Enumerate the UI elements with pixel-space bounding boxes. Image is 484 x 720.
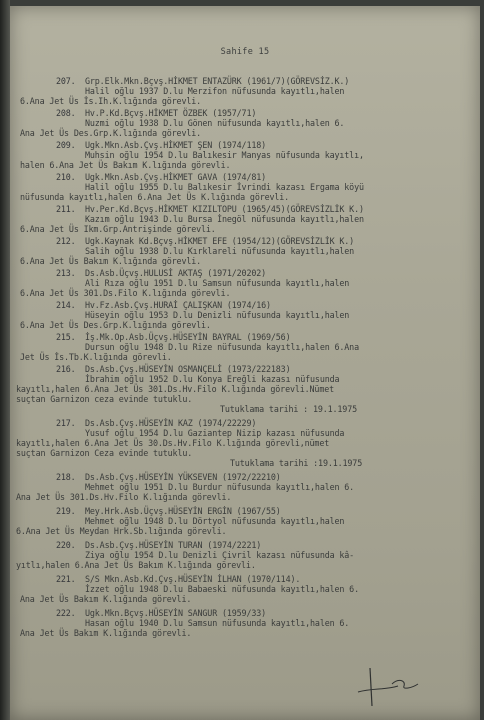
handwritten-signature xyxy=(352,666,422,710)
entry-222-number: 222. xyxy=(56,608,76,618)
entry-209-number: 209. xyxy=(56,140,76,150)
entry-218-line-2: Mehmet oğlu 1951 D.lu Burdur nüfusunda kayıtlı,halen 6. xyxy=(85,482,355,492)
entry-208-number: 208. xyxy=(56,108,76,118)
entry-214-number: 214. xyxy=(56,300,76,310)
entry-213-line-3: 6.Ana Jet Üs 301.Ds.Filo K.lığında görevli. xyxy=(20,288,231,298)
entry-222-line-1: Ugk.Mkn.Bçvş.HÜSEYİN SANGUR (1959/33) xyxy=(85,608,267,618)
entry-207-line-2: Halil oğlu 1937 D.lu Merzifon nüfusunda kayıtlı,halen xyxy=(85,86,345,96)
entry-221-line-1: S/S Mkn.Asb.Kd.Çvş.HÜSEYİN İLHAN (1970/114). xyxy=(85,574,301,584)
entry-212-number: 212. xyxy=(56,236,76,246)
entry-218-number: 218. xyxy=(56,472,76,482)
entry-220-line-3: yıtlı,halen 6.Ana Jet Üs Bakım K.lığında görevli. xyxy=(16,560,256,570)
entry-212-line-2: Salih oğlu 1938 D.lu Kırklareli nüfusunda kayıtlı,halen xyxy=(85,246,355,256)
entry-210-line-3: nüfusunda kayıtlı,halen 6.Ana Jet Üs K.lığında görevli. xyxy=(20,192,290,202)
entry-217-line-3: kayıtlı,halen 6.Ana Jet Üs 30.Ds.Hv.Filo K.lığında görevli,nümet xyxy=(16,438,330,448)
entry-209-line-2: Muhsin oğlu 1954 D.lu Balıkesir Manyas nüfusunda kayıtlı, xyxy=(85,150,364,160)
entry-216-line-2: İbrahim oğlu 1952 D.lu Konya Ereğli kazası nüfusunda xyxy=(85,374,340,384)
scan-left-edge xyxy=(0,0,10,720)
entry-211-line-3: 6.Ana Jet Üs Ikm.Grp.Antrişinde görevli. xyxy=(20,224,216,234)
entry-213-line-1: Ds.Asb.Üçvş.HULUSİ AKTAŞ (1971/20202) xyxy=(85,268,267,278)
entry-208-line-3: Ana Jet Üs Des.Grp.K.lığında görevli. xyxy=(20,128,202,138)
entry-217-line-4: suçtan Garnizon Ceza evinde tutuklu. xyxy=(16,448,193,458)
entry-215-line-3: Jet Üs İs.Tb.K.lığında görevli. xyxy=(20,352,172,362)
document-page xyxy=(10,6,480,720)
entry-208-line-2: Nuzmi oğlu 1938 D.lu Gönen nüfusunda kayıtlı,halen 6. xyxy=(85,118,345,128)
entry-215-line-1: İş.Mk.Op.Asb.Üçvş.HÜSEYİN BAYRAL (1969/56) xyxy=(85,332,291,342)
entry-209-line-3: halen 6.Ana Jet Üs Bakım K.lığında görevli. xyxy=(20,160,231,170)
entry-216-line-4: suçtan Garnizon ceza evinde tutuklu. xyxy=(16,394,193,404)
entry-212-line-3: 6.Ana Jet Üs Bakım K.lığında görevli. xyxy=(20,256,202,266)
entry-221-number: 221. xyxy=(56,574,76,584)
entry-209-line-1: Ugk.Mkn.Asb.Çvş.HİKMET ŞEN (1974/118) xyxy=(85,140,267,150)
entry-207-line-3: 6.Ana Jet Üs İs.Ih.K.lığında görevli. xyxy=(20,96,202,106)
entry-215-number: 215. xyxy=(56,332,76,342)
entry-213-line-2: Ali Rıza oğlu 1951 D.lu Samsun nüfusunda kayıtlı,halen xyxy=(85,278,350,288)
entry-214-line-3: 6.Ana Jet Üs Des.Grp.K.lığında görevli. xyxy=(20,320,211,330)
entry-213-number: 213. xyxy=(56,268,76,278)
entry-221-line-2: İzzet oğlu 1948 D.lu Babaeski nüfusunda kayıtlı,halen 6. xyxy=(85,584,359,594)
entry-219-line-2: Mehmet oğlu 1948 D.lu Dörtyol nüfusunda kayıtlı,halen xyxy=(85,516,345,526)
entry-207-number: 207. xyxy=(56,76,76,86)
entry-210-line-2: Halil oğlu 1955 D.lu Balıkesir İvrindi kazası Ergama köyü xyxy=(85,182,364,192)
entry-222-line-2: Hasan oğlu 1940 D.lu Samsun nüfusunda kayıtlı,halen 6. xyxy=(85,618,350,628)
entry-215-line-2: Dursun oğlu 1948 D.lu Rize nüfusunda kayıtlı,halen 6.Ana xyxy=(85,342,359,352)
entry-217-line-1: Ds.Asb.Çvş.HÜSEYİN KAZ (1974/22229) xyxy=(85,418,257,428)
entry-217-number: 217. xyxy=(56,418,76,428)
entry-216-number: 216. xyxy=(56,364,76,374)
page-header: Sahife 15 xyxy=(220,47,270,57)
entry-218-line-1: Ds.Asb.Çvş.HÜSEYİN YÜKSEVEN (1972/22210) xyxy=(85,472,281,482)
entry-211-line-1: Hv.Per.Kd.Bçvş.HİKMET KIZILTOPU (1965/45)(GÖREVSİZLİK K.) xyxy=(85,204,364,214)
entry-212-line-1: Ugk.Kaynak Kd.Bçvş.HİKMET EFE (1954/12)(GÖREVSİZLİK K.) xyxy=(85,236,355,246)
entry-219-line-3: 6.Ana Jet Üs Meydan Hrk.Sb.lığında görevli. xyxy=(16,526,227,536)
entry-210-line-1: Ugk.Mkn.Asb.Çvş.HİKMET GAVA (1974/81) xyxy=(85,172,267,182)
entry-217-line-2: Yusuf oğlu 1954 D.lu Gaziantep Nizip kazası nüfusunda xyxy=(85,428,345,438)
entry-214-line-2: Hüseyin oğlu 1953 D.lu Denizli nüfusunda kayıtlı,halen xyxy=(85,310,350,320)
entry-221-line-3: Ana Jet Üs Bakım K.lığında görevli. xyxy=(20,594,192,604)
entry-214-line-1: Hv.Fz.Asb.Çvş.HURAİ ÇALIŞKAN (1974/16) xyxy=(85,300,271,310)
entry-216-line-1: Ds.Asb.Çvş.HÜSEYİN OSMANÇELİ (1973/222183) xyxy=(85,364,291,374)
entry-219-number: 219. xyxy=(56,506,76,516)
entry-207-line-1: Grp.Elk.Mkn.Bçvş.HİKMET ENTAZÜRK (1961/7)(GÖREVSİZ.K.) xyxy=(85,76,350,86)
entry-211-number: 211. xyxy=(56,204,76,214)
entry-219-line-1: Mey.Hrk.Asb.Üçvş.HÜSEYİN ERGİN (1967/55) xyxy=(85,506,281,516)
entry-218-line-3: Ana Jet Üs 301.Ds.Hv.Filo K.lığında görevli. xyxy=(16,492,232,502)
entry-216-line-3: kayıtlı,halen 6.Ana Jet Üs 301.Ds.Hv.Filo K.lığında görevli.Nümet xyxy=(16,384,334,394)
entry-220-line-2: Ziya oğlu 1954 D.lu Denizli Çivril kazası nüfusunda kâ- xyxy=(85,550,355,560)
entry-220-number: 220. xyxy=(56,540,76,550)
entry-216-arrest-date: Tutuklama tarihi : 19.1.1975 xyxy=(220,404,357,414)
entry-222-line-3: Ana Jet Üs Bakım K.lığında görevli. xyxy=(20,628,192,638)
entry-210-number: 210. xyxy=(56,172,76,182)
entry-220-line-1: Ds.Asb.Çvş.HÜSEYİN TURAN (1974/2221) xyxy=(85,540,262,550)
entry-208-line-1: Hv.P.Kd.Bçvş.HİKMET ÖZBEK (1957/71) xyxy=(85,108,257,118)
entry-211-line-2: Kazım oğlu 1943 D.lu Bursa İnegöl nüfusunda kayıtlı,halen xyxy=(85,214,364,224)
entry-217-arrest-date: Tutuklama tarihi :19.1.1975 xyxy=(230,458,363,468)
